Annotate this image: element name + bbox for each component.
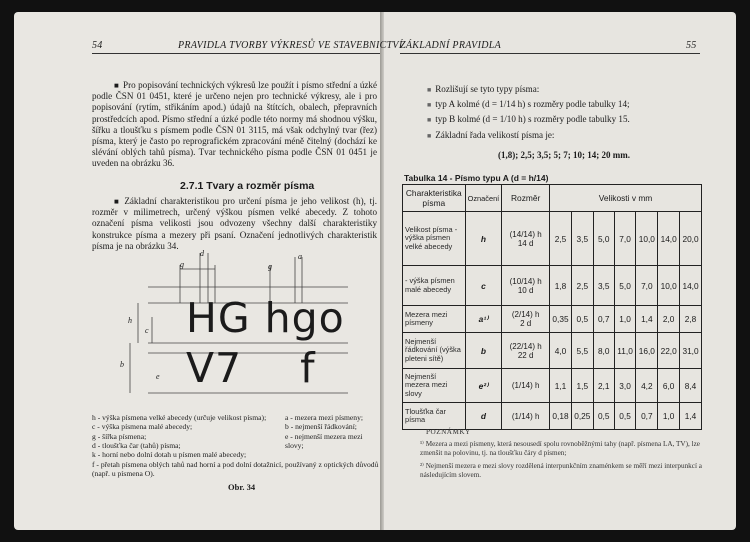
dim-label-h: h xyxy=(128,316,132,325)
table-title: Tabulka 14 - Písmo typu A (d = h/14) xyxy=(404,173,549,183)
legend-item: g - šířka písmena; xyxy=(92,431,147,441)
table-row: Velikost písma - výška písmen velké abecedy h (14/14) h 14 d 2,5 3,5 5,0 7,0 10,0 14,0 20,0 xyxy=(403,212,702,266)
th-sizes: Velikosti v mm xyxy=(550,185,702,212)
dim-label-g2: g xyxy=(268,262,272,271)
legend-item: h - výška písmena velké abecedy (určuje velikost písma); xyxy=(92,413,267,422)
notes-heading: POZNÁMKY xyxy=(426,428,471,436)
legend-item: k - horní nebo dolní dotah u písmen malé abecedy; xyxy=(92,450,247,460)
table-row: Tloušťka čar písma d (1/14) h 0,18 0,25 0,5 0,5 0,7 1,0 1,4 xyxy=(403,403,702,430)
list-item: ■ typ B kolmé (d = 1/10 h) s rozměry podle tabulky 15. xyxy=(427,114,707,126)
legend-item: c - výška písmena malé abecedy; xyxy=(92,422,193,432)
note-1: ¹⁾ Mezera a mezi písmeny, která nesousedí spolu rovnoběžnými tahy (např. písmena LA, TV), lze zmenšit na polovinu, tj. na tloušťku čáry d písmen; xyxy=(420,440,700,457)
dim-label-e: e xyxy=(156,372,160,381)
right-running-head: ZÁKLADNÍ PRAVIDLA xyxy=(400,40,501,51)
header-rule xyxy=(400,53,700,54)
dim-label-d: d xyxy=(200,249,204,258)
dim-label-g: g xyxy=(180,260,184,269)
th-symbol: Označení xyxy=(465,185,502,212)
table-row: Nejmenší řádkování (výška pleteni sítě) b (22/14) h 22 d 4,0 5,5 8,0 11,0 16,0 22,0 31,0 xyxy=(403,333,702,369)
dim-label-b: b xyxy=(120,360,124,369)
figure-caption: Obr. 34 xyxy=(228,482,256,492)
type-list xyxy=(427,84,707,142)
legend-left xyxy=(92,413,282,459)
header-rule xyxy=(92,53,380,54)
legend-item: b - nejmenší řádkování; xyxy=(285,422,357,432)
th-characteristic: Charakteristika písma xyxy=(403,185,466,212)
table-row: Nejmenší mezera mezi slovy e²⁾ (1/14) h 1,1 1,5 2,1 3,0 4,2 6,0 8,4 xyxy=(403,369,702,403)
dim-label-a: a xyxy=(298,252,302,261)
note-2: ²⁾ Nejmenší mezera e mezi slovy rozdělená interpunkčním znaménkem se měří mezi interpunkcí a následujícím slovem. xyxy=(420,462,702,479)
left-running-head: PRAVIDLA TVORBY VÝKRESŮ VE STAVEBNICTVÍ xyxy=(178,40,403,51)
list-item: ■ Základní řada velikostí písma je: xyxy=(427,130,707,142)
section-heading: 2.7.1 Tvary a rozměr písma xyxy=(180,180,315,192)
figure-sample-line-2: V7 f xyxy=(186,344,316,392)
lettering-table xyxy=(402,184,702,430)
left-page-number: 54 xyxy=(92,40,103,51)
table-row: - výška písmen malé abecedy c (10/14) h 10 d 1,8 2,5 3,5 5,0 7,0 10,0 14,0 xyxy=(403,266,702,306)
size-series: (1,8); 2,5; 3,5; 5; 7; 10; 14; 20 mm. xyxy=(498,150,630,160)
list-item: ■ typ A kolmé (d = 1/14 h) s rozměry podle tabulky 14; xyxy=(427,99,707,111)
list-intro: ■ Rozlišují se tyto typy písma: xyxy=(427,84,707,96)
th-dimension: Rozměr xyxy=(502,185,550,212)
table-row: Mezera mezi písmeny a¹⁾ (2/14) h 2 d 0,35 0,5 0,7 1,0 1,4 2,0 2,8 xyxy=(403,306,702,333)
dim-label-c: c xyxy=(145,326,149,335)
legend-item: d - tloušťka čar (tahů) písma; xyxy=(92,440,181,450)
figure-sample-line-1: HG hgo xyxy=(186,294,345,342)
legend-item: a - mezera mezi písmeny; xyxy=(285,413,364,422)
section-paragraph: ■ Základní charakteristikou pro určení písma je jeho velikost (h), tj. rozměr v milimetrech, určený výškou písmen velké abecedy. Z tohoto označení písma velikosti jsou odvozeny všechny další charakteristiky konstrukce písma a mezery při psaní. Označení jednotlivých charakteristik písma je na obrázku 34. xyxy=(92,196,377,252)
legend-last: f - přetah písmena oblých tahů nad horní a pod dolní dotažnicí, používaný z optických důvodů (např. u písmena O). xyxy=(92,460,379,479)
right-page-number: 55 xyxy=(686,40,697,51)
intro-paragraph: ■ Pro popisování technických výkresů lze použít i písmo střední a úzké podle ČSN 01 0451, které je určeno nejen pro technické výkresy, ale i pro popisování (rytím, střikáním apod.) údajů na štítcích, obalech, přepravních prostředcích apod. Písmo střední a úzké podle této normy má shodnou výšku, šířku a tloušťku s písmem podle ČSN 01 3115, má však odchylný tvar (řez) písma, který je často po reprografickém zpracování méně čitelný (dochází ke slévání oblých tahů písma). Tvar technického písma podle ČSN 01 0451 je uveden na obrázku 36. xyxy=(92,80,377,170)
legend-right xyxy=(285,413,380,450)
legend-item: e - nejmenší mezera mezi slovy; xyxy=(285,431,363,450)
